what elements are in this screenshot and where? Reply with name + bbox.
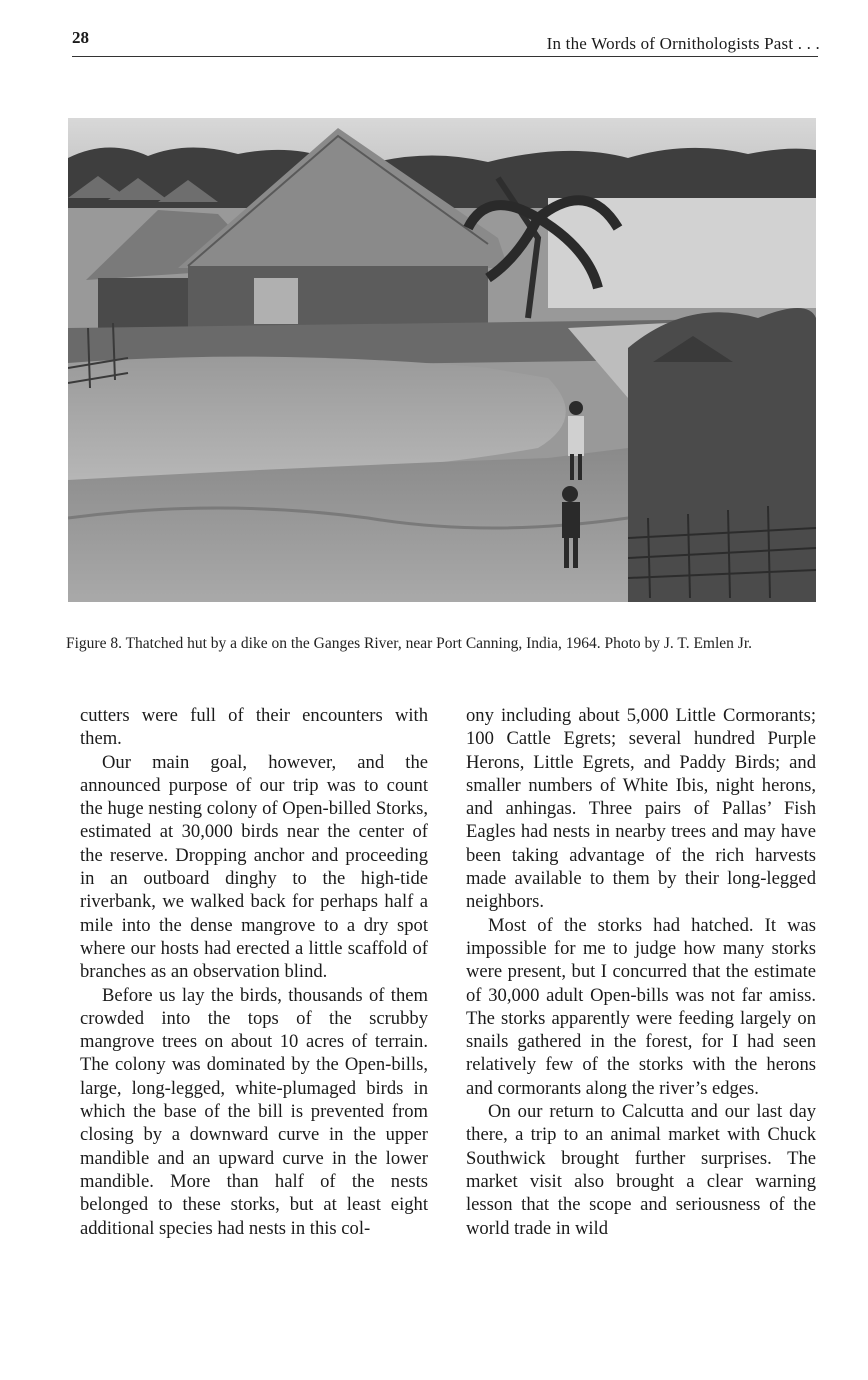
figure-caption: Figure 8. Thatched hut by a dike on the Ganges River, near Port Canning, India, 1964. Photo by J. T. Emlen Jr. [66, 635, 753, 652]
paragraph: On our return to Calcutta and our last day there, a trip to an animal market with Chuck Southwick brought further surprises. The market visit also brought a clear warning lesson that the scope and seriousness of the world trade in wild [466, 1101, 816, 1239]
paragraph: Most of the storks had hatched. It was impossible for me to judge how many storks were present, but I concurred that the estimate of 30,000 adult Open-bills was not far amiss. The storks apparently were feeding largely on snails gathered in the forest, for I had seen relatively few of the storks with the herons and cormorants along the river’s edges. [466, 914, 816, 1099]
text-column-right [466, 704, 816, 1240]
header-rule [72, 56, 818, 57]
running-head: In the Words of Ornithologists Past . . . [546, 34, 820, 53]
page-number: 28 [72, 28, 89, 47]
paragraph: Before us lay the birds, thousands of them crowded into the tops of the scrubby mangrove trees on about 10 acres of terrain. The colony was dominated by the Open-bills, large, long-legged, white-plumaged birds in which the base of the bill is prevented from closing by a downward curve in the upper mandible and an upward curve in the lower mandible. More than half of the nests belonged to these storks, but at least eight additional species had nests in this col- [80, 984, 428, 1239]
paragraph: cutters were full of their encounters with them. [80, 705, 428, 750]
paragraph: ony including about 5,000 Little Cormorants; 100 Cattle Egrets; several hundred Purple Herons, Little Egrets, and Paddy Birds; and smaller numbers of White Ibis, night herons, and anhingas. Three pairs of Pallas’ Fish Eagles had nests in nearby trees and may have been taking advantage of the rich harvests made available to them by their long-legged neighbors. [466, 705, 816, 913]
figure-photo [68, 118, 816, 602]
photo-illustration [68, 118, 816, 602]
text-column-left [80, 704, 428, 1240]
paragraph: Our main goal, however, and the announced purpose of our trip was to count the huge nesting colony of Open-billed Storks, estimated at 30,000 birds near the center of the reserve. Dropping anchor and proceeding in an outboard dinghy to the high-tide riverbank, we walked back for perhaps half a mile into the dense mangrove to a dry spot where our hosts had erected a little scaffold of branches as an observation blind. [80, 751, 428, 983]
